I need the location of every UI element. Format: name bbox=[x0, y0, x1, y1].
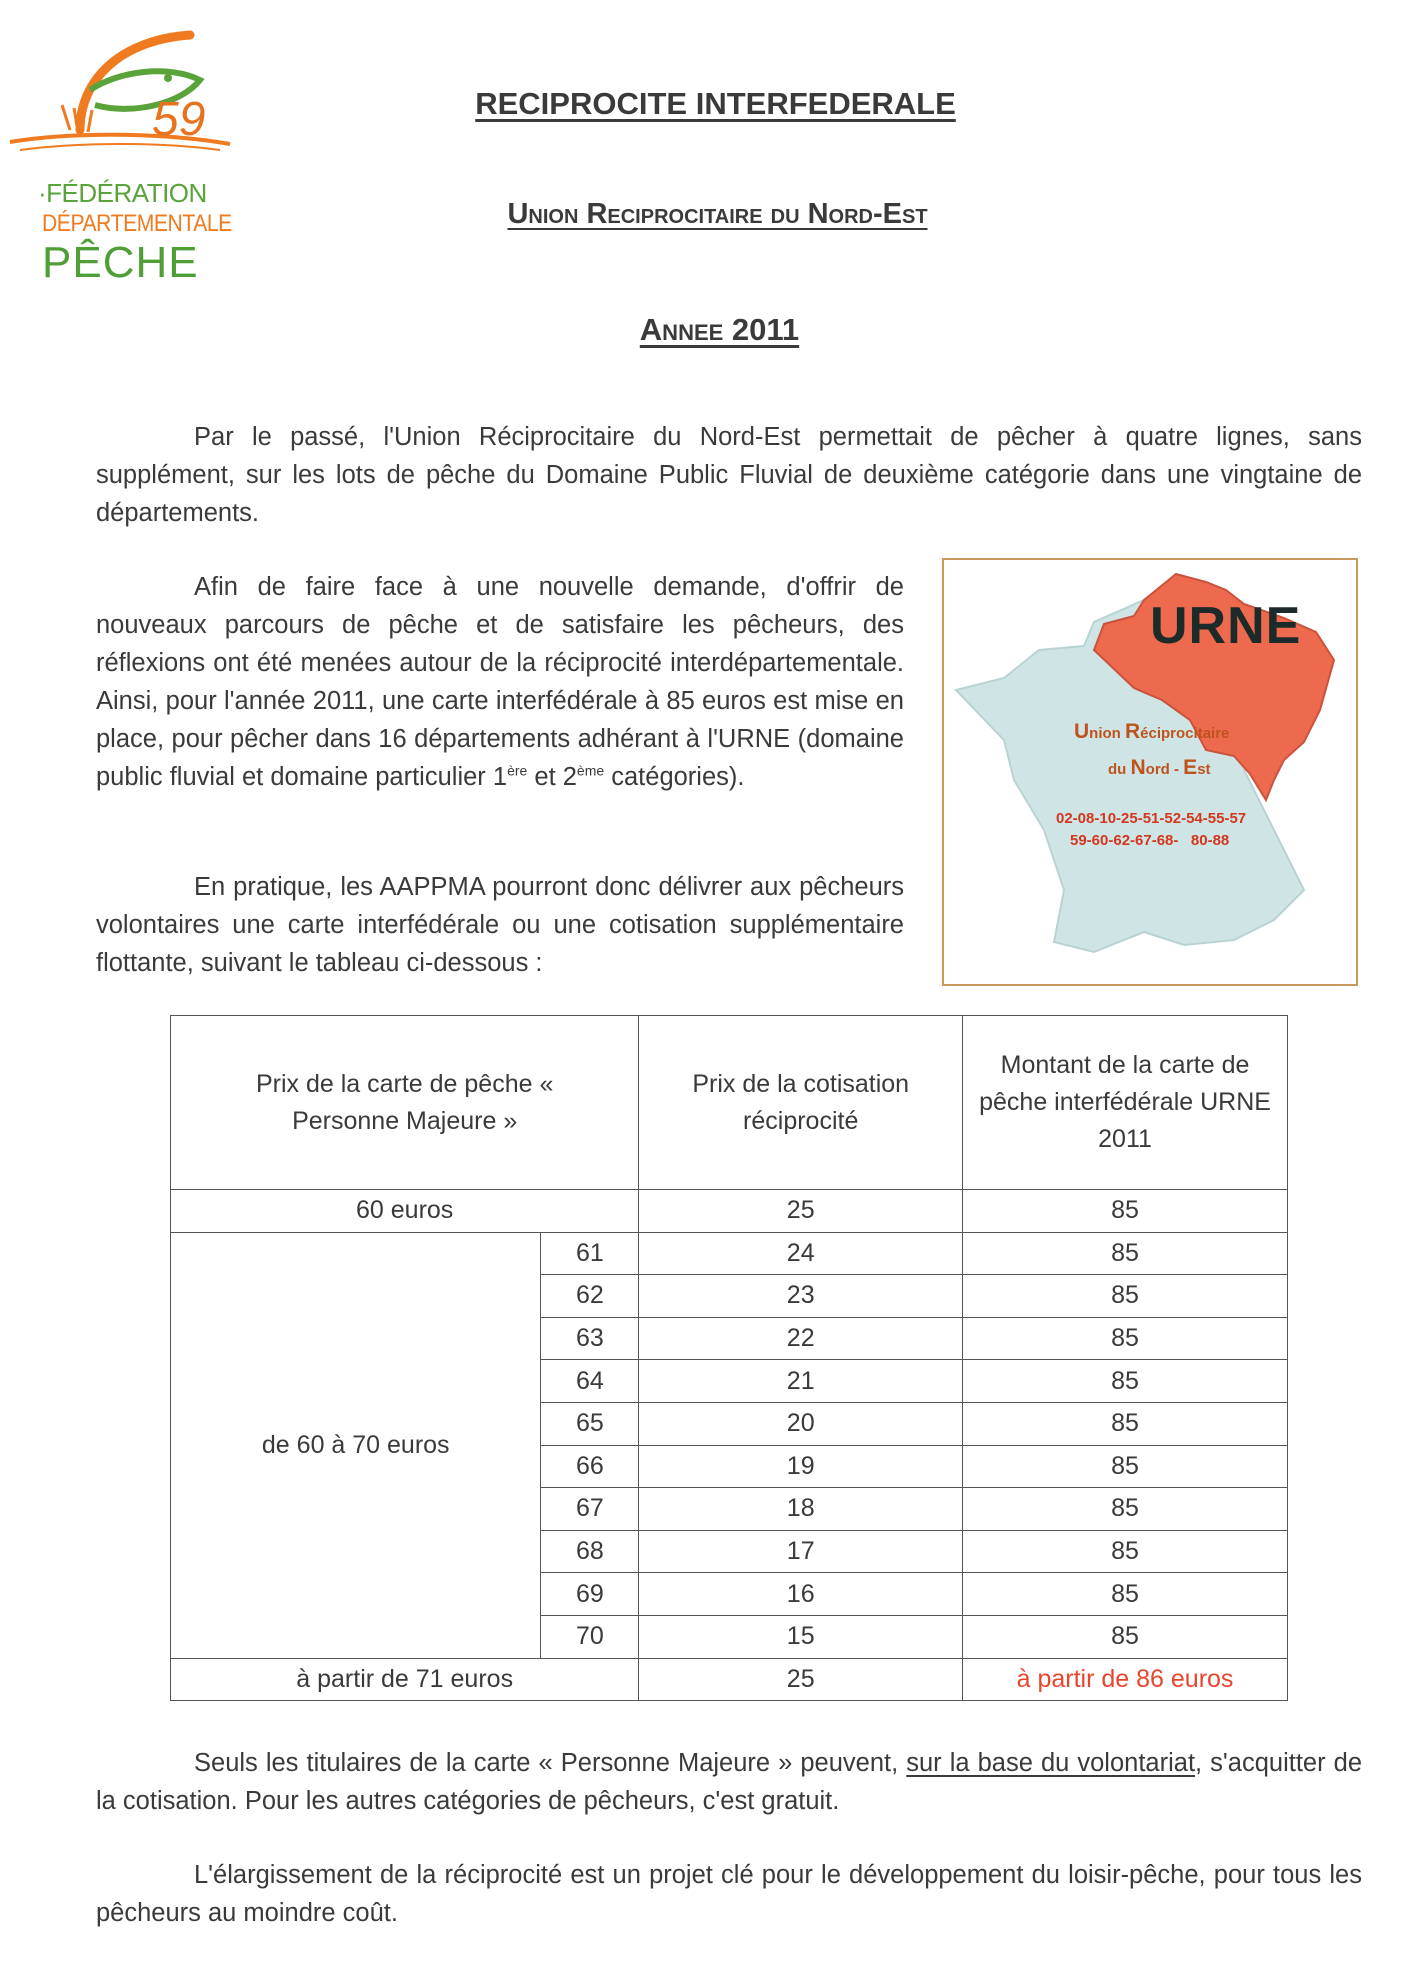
cell-montant: 85 bbox=[963, 1488, 1288, 1531]
federation-logo bbox=[0, 20, 240, 287]
paragraph-new-card-text: Afin de faire face à une nouvelle demande, d'offrir de nouveaux parcours de pêche et de satisfaire les pêcheurs, des réflexions ont été menées autour de la réciprocité interdépartementale. Ainsi, pour l'année 2011, une carte interfédérale à 85 euros est mise en place, pour pêcher dans 16 départements adhérant à l'URNE (domaine public fluvial et domaine particulier 1 bbox=[96, 573, 904, 791]
paragraph-eligibility-underlined: sur la base du volontariat bbox=[906, 1749, 1196, 1777]
cell-montant: 85 bbox=[963, 1190, 1288, 1233]
page-title: RECIPROCITE INTERFEDERALE bbox=[475, 86, 956, 121]
logo-number: 59 bbox=[152, 93, 206, 146]
cell-montant: 85 bbox=[963, 1445, 1288, 1488]
price-table bbox=[170, 1015, 1288, 1701]
logo-text-federation: ·FÉDÉRATION bbox=[38, 178, 207, 208]
paragraph-new-card-end: catégories). bbox=[604, 763, 745, 791]
cell-price: 65 bbox=[541, 1402, 639, 1445]
cell-cotisation: 24 bbox=[639, 1232, 963, 1275]
cell-price: 66 bbox=[541, 1445, 639, 1488]
urne-map-figure bbox=[942, 558, 1358, 986]
cell-price: 68 bbox=[541, 1530, 639, 1573]
urne-name-line1 bbox=[1074, 720, 1229, 744]
header-montant: Montant de la carte de pêche interfédérale URNE 2011 bbox=[963, 1016, 1288, 1190]
urne-name-reciprocitaire: éciprocitaire bbox=[1140, 725, 1230, 742]
urne-name-line2 bbox=[1108, 756, 1211, 780]
cell-montant: 85 bbox=[963, 1317, 1288, 1360]
paragraph-new-card-and: et 2 bbox=[527, 763, 577, 791]
cell-price: 62 bbox=[541, 1275, 639, 1318]
urne-departments-line1: 02-08-10-25-51-52-54-55-57 bbox=[1056, 810, 1247, 827]
cell-cotisation: 20 bbox=[639, 1402, 963, 1445]
cell-cotisation: 17 bbox=[639, 1530, 963, 1573]
urne-name-union: nion bbox=[1089, 725, 1125, 742]
header-card-price: Prix de la carte de pêche « Personne Majeure » bbox=[171, 1016, 639, 1190]
cell-price: 70 bbox=[541, 1615, 639, 1658]
paragraph-history: Par le passé, l'Union Réciprocitaire du Nord-Est permettait de pêcher à quatre lignes, sans supplément, sur les lots de pêche du Domaine Public Fluvial de deuxième catégorie dans une vingtaine de départements. bbox=[96, 423, 1362, 527]
paragraph-practice: En pratique, les AAPPMA pourront donc délivrer aux pêcheurs volontaires une carte interfédérale ou une cotisation supplémentaire flottante, suivant le tableau ci-dessous : bbox=[96, 873, 904, 977]
urne-logo-word: URNE bbox=[1150, 597, 1302, 655]
cell-cotisation: 22 bbox=[639, 1317, 963, 1360]
range-label: de 60 à 70 euros bbox=[171, 1232, 541, 1658]
cell-price: 64 bbox=[541, 1360, 639, 1403]
row-71-label: à partir de 71 euros bbox=[171, 1658, 639, 1701]
cell-montant: 85 bbox=[963, 1615, 1288, 1658]
logo-text-departementale: DÉPARTEMENTALE bbox=[42, 210, 232, 237]
urne-name-du: du bbox=[1108, 761, 1131, 778]
cell-cotisation: 18 bbox=[639, 1488, 963, 1531]
cell-cotisation: 23 bbox=[639, 1275, 963, 1318]
urne-initial-u: U bbox=[1074, 720, 1090, 743]
cell-cotisation: 25 bbox=[639, 1190, 963, 1233]
paragraph-new-card bbox=[96, 568, 904, 796]
urne-departments-line2: 59-60-62-67-68- 80-88 bbox=[1070, 832, 1230, 849]
header-cotisation: Prix de la cotisation réciprocité bbox=[639, 1016, 963, 1190]
superscript-second: ème bbox=[576, 762, 605, 779]
cell-price: 63 bbox=[541, 1317, 639, 1360]
cell-montant-highlight: à partir de 86 euros bbox=[963, 1658, 1288, 1701]
cell-montant: 85 bbox=[963, 1530, 1288, 1573]
cell-price: 61 bbox=[541, 1232, 639, 1275]
paragraph-eligibility bbox=[96, 1744, 1362, 1820]
table-row bbox=[171, 1232, 1288, 1275]
cell-montant: 85 bbox=[963, 1360, 1288, 1403]
paragraph-conclusion: L'élargissement de la réciprocité est un projet clé pour le développement du loisir-pêche, pour tous les pêcheurs au moindre coût. bbox=[96, 1861, 1362, 1927]
cell-montant: 85 bbox=[963, 1275, 1288, 1318]
cell-cotisation: 15 bbox=[639, 1615, 963, 1658]
urne-initial-r: R bbox=[1125, 720, 1141, 743]
urne-initial-e: E bbox=[1183, 756, 1198, 779]
logo-text-peche: PÊCHE bbox=[42, 238, 199, 287]
paragraph-eligibility-end: , s'acquitter de la cotisation. Pour les autres catégories de pêcheurs, c'est gratuit. bbox=[96, 1749, 1362, 1815]
cell-cotisation: 25 bbox=[639, 1658, 963, 1701]
urne-initial-n: N bbox=[1130, 756, 1146, 779]
page-subtitle: Union Reciprocitaire du Nord-Est bbox=[507, 198, 928, 230]
table-header-row bbox=[171, 1016, 1288, 1190]
cell-montant: 85 bbox=[963, 1402, 1288, 1445]
cell-price: 67 bbox=[541, 1488, 639, 1531]
table-row bbox=[171, 1658, 1288, 1701]
urne-name-st: st bbox=[1197, 761, 1211, 778]
urne-name-nord: ord - bbox=[1145, 761, 1184, 778]
table-row bbox=[171, 1190, 1288, 1233]
cell-cotisation: 19 bbox=[639, 1445, 963, 1488]
row-60-label: 60 euros bbox=[171, 1190, 639, 1233]
cell-montant: 85 bbox=[963, 1573, 1288, 1616]
paragraph-eligibility-start: Seuls les titulaires de la carte « Personne Majeure » peuvent, bbox=[194, 1749, 907, 1777]
superscript-first: ère bbox=[507, 762, 528, 779]
cell-cotisation: 21 bbox=[639, 1360, 963, 1403]
cell-cotisation: 16 bbox=[639, 1573, 963, 1616]
cell-price: 69 bbox=[541, 1573, 639, 1616]
cell-montant: 85 bbox=[963, 1232, 1288, 1275]
page-year: Annee 2011 bbox=[639, 312, 800, 347]
